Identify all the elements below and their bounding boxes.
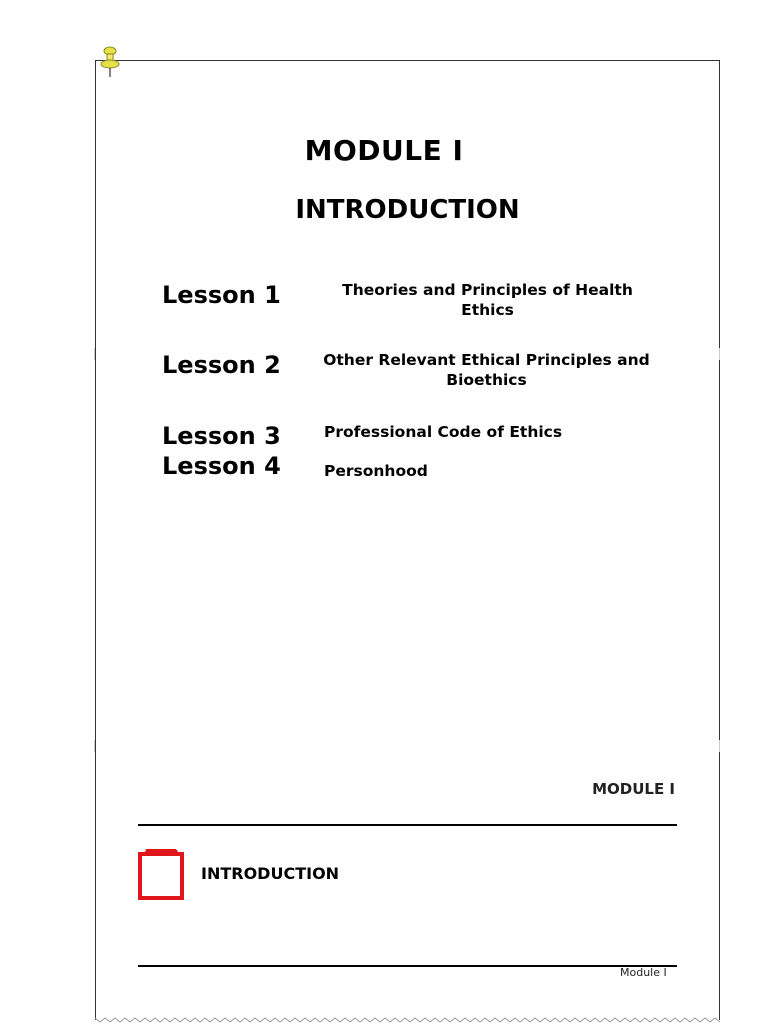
lesson-2-title-line2: Bioethics [446, 371, 527, 389]
lesson-3-title: Professional Code of Ethics [324, 423, 563, 441]
notepad-icon [138, 848, 184, 900]
page-guide-mark [94, 740, 95, 752]
lesson-4-title: Personhood [324, 462, 428, 480]
section-divider-top [138, 824, 677, 826]
lesson-1-title-line1: Theories and Principles of Health [342, 281, 633, 299]
footer-module-label: Module I [620, 966, 667, 979]
lesson-4-label: Lesson 4 [162, 452, 281, 480]
lesson-3-label: Lesson 3 [162, 422, 281, 450]
footer-divider [138, 965, 677, 967]
page-guide-mark [94, 348, 95, 360]
page-tear-edge [95, 1008, 720, 1024]
lesson-1-title-line2: Ethics [461, 301, 514, 319]
section-module-label: MODULE I [592, 780, 675, 798]
lesson-1-title [330, 280, 645, 320]
pushpin-icon [98, 46, 122, 78]
lesson-1-label: Lesson 1 [162, 281, 281, 309]
lesson-2-label: Lesson 2 [162, 351, 281, 379]
page-guide-mark [719, 348, 720, 360]
module-subtitle: INTRODUCTION [295, 195, 520, 225]
page-guide-mark [719, 740, 720, 752]
section-heading: INTRODUCTION [201, 864, 340, 883]
lesson-2-title [320, 350, 653, 390]
module-title: MODULE I [304, 134, 464, 167]
lesson-2-title-line1: Other Relevant Ethical Principles and [323, 351, 650, 369]
